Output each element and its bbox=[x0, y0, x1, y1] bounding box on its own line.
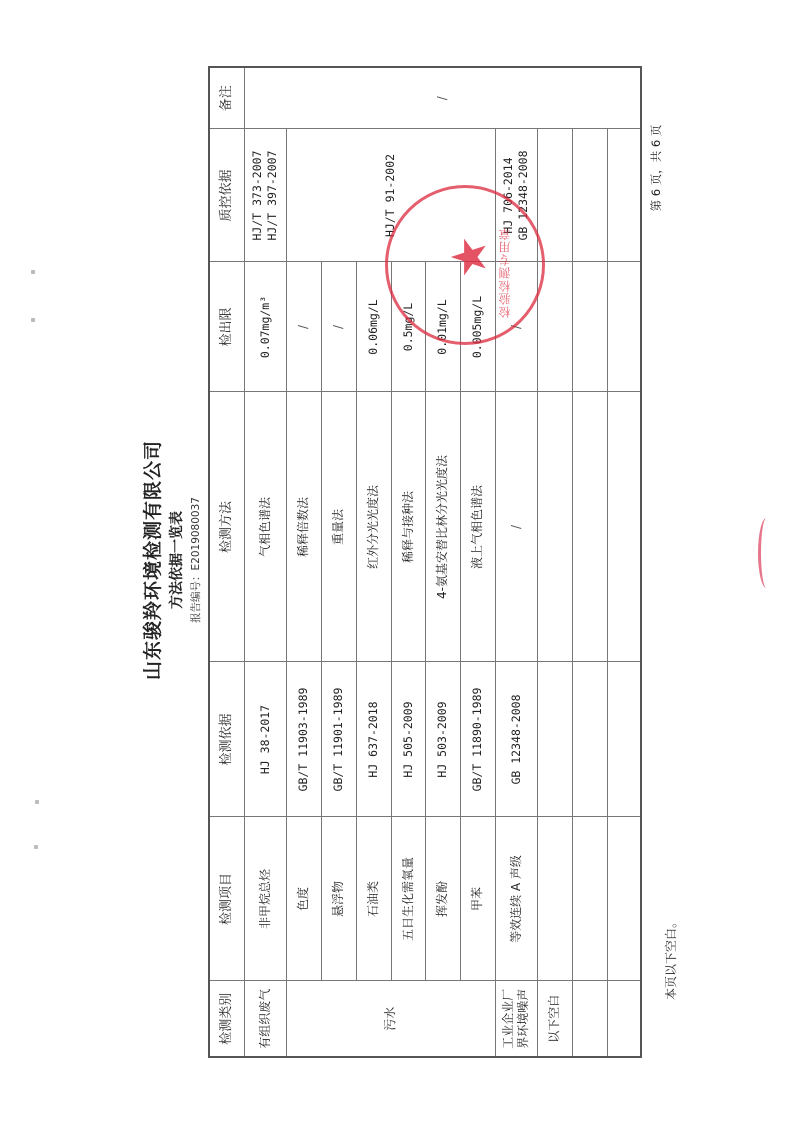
table-row bbox=[244, 67, 286, 1057]
cell-basis: GB/T 11901-1989 bbox=[321, 662, 356, 817]
table-row bbox=[607, 67, 641, 1057]
cell-limit: 0.01mg/L bbox=[425, 262, 460, 392]
table-row bbox=[286, 67, 321, 1057]
method-basis-table bbox=[208, 66, 642, 1058]
cell-limit: / bbox=[286, 262, 321, 392]
cell-qc bbox=[244, 129, 286, 262]
cell-empty bbox=[537, 262, 572, 392]
cell-limit: 0.07mg/m³ bbox=[244, 262, 286, 392]
header-item: 检测项目 bbox=[209, 817, 244, 981]
cell-method: 液上气相色谱法 bbox=[460, 392, 495, 662]
seam-stamp-edge bbox=[758, 518, 775, 588]
cell-item: 悬浮物 bbox=[321, 817, 356, 981]
cell-method: 重量法 bbox=[321, 392, 356, 662]
cell-basis: HJ 38-2017 bbox=[244, 662, 286, 817]
method-table-container bbox=[208, 68, 640, 1058]
cell-limit: / bbox=[321, 262, 356, 392]
cell-empty bbox=[607, 129, 641, 262]
cell-basis: GB/T 11890-1989 bbox=[460, 662, 495, 817]
cell-item: 色度 bbox=[286, 817, 321, 981]
qc-line: GB 12348-2008 bbox=[516, 150, 530, 241]
scan-speck bbox=[31, 270, 35, 274]
cell-empty bbox=[607, 981, 641, 1057]
report-number bbox=[188, 420, 204, 700]
scan-speck bbox=[35, 800, 39, 804]
qc-line: HJ 706-2014 bbox=[501, 157, 515, 234]
table-header-row bbox=[209, 67, 244, 1057]
cell-method: 4-氨基安替比林分光光度法 bbox=[425, 392, 460, 662]
company-name: 山东骏羚环境检测有限公司 bbox=[142, 440, 164, 681]
table-row bbox=[495, 67, 537, 1057]
cell-method: 红外分光光度法 bbox=[356, 392, 391, 662]
page-title: 方法依据一览表 bbox=[169, 511, 185, 609]
cell-empty bbox=[607, 662, 641, 817]
qc-line: HJ/T 373-2007 bbox=[250, 150, 264, 241]
cell-item: 等效连续 A 声级 bbox=[495, 817, 537, 981]
cell-limit: 0.005mg/L bbox=[460, 262, 495, 392]
cell-empty bbox=[572, 981, 607, 1057]
cell-limit: 0.06mg/L bbox=[356, 262, 391, 392]
cell-empty bbox=[607, 262, 641, 392]
cell-empty bbox=[572, 392, 607, 662]
cell-method: / bbox=[495, 392, 537, 662]
cell-item: 非甲烷总烃 bbox=[244, 817, 286, 981]
cell-category: 污水 bbox=[286, 981, 495, 1057]
cell-limit: / bbox=[495, 262, 537, 392]
cell-empty bbox=[537, 817, 572, 981]
star-icon: ★ bbox=[441, 235, 498, 279]
scan-speck bbox=[31, 318, 35, 322]
cell-basis: HJ 505-2009 bbox=[391, 662, 425, 817]
header-qc: 质控依据 bbox=[209, 129, 244, 262]
cell-basis: GB 12348-2008 bbox=[495, 662, 537, 817]
cell-qc bbox=[495, 129, 537, 262]
cell-empty bbox=[537, 129, 572, 262]
cell-method: 气相色谱法 bbox=[244, 392, 286, 662]
page-number: 第 6 页，共 6 页 bbox=[649, 124, 663, 212]
scan-speck bbox=[34, 845, 38, 849]
header-method: 检测方法 bbox=[209, 392, 244, 662]
table-row bbox=[537, 67, 572, 1057]
cell-empty bbox=[572, 262, 607, 392]
cell-item: 石油类 bbox=[356, 817, 391, 981]
cell-category: 工业企业厂界环境噪声 bbox=[495, 981, 537, 1057]
table-row bbox=[572, 67, 607, 1057]
cell-method: 稀释倍数法 bbox=[286, 392, 321, 662]
cell-item: 五日生化需氧量 bbox=[391, 817, 425, 981]
cell-basis: GB/T 11903-1989 bbox=[286, 662, 321, 817]
header-category: 检测类别 bbox=[209, 981, 244, 1057]
report-number-value: E2019080037 bbox=[190, 497, 202, 571]
cell-category: 有组织废气 bbox=[244, 981, 286, 1057]
report-number-label: 报告编号： bbox=[190, 570, 202, 623]
cell-empty bbox=[607, 392, 641, 662]
document-header bbox=[138, 420, 218, 700]
cell-item: 甲苯 bbox=[460, 817, 495, 981]
cell-empty bbox=[572, 129, 607, 262]
cell-basis: HJ 637-2018 bbox=[356, 662, 391, 817]
end-note: 本页以下空白。 bbox=[664, 915, 678, 1000]
cell-item: 挥发酚 bbox=[425, 817, 460, 981]
cell-basis: HJ 503-2009 bbox=[425, 662, 460, 817]
seal-inner-text: 检验检测专用章 bbox=[498, 227, 512, 318]
cell-remark: / bbox=[244, 67, 641, 129]
header-basis: 检测依据 bbox=[209, 662, 244, 817]
cell-empty bbox=[572, 662, 607, 817]
cell-empty bbox=[537, 392, 572, 662]
cell-empty bbox=[607, 817, 641, 981]
cell-empty bbox=[572, 817, 607, 981]
cell-limit: 0.5mg/L bbox=[391, 262, 425, 392]
cell-category: 以下空白 bbox=[537, 981, 572, 1057]
header-limit: 检出限 bbox=[209, 262, 244, 392]
cell-method: 稀释与接种法 bbox=[391, 392, 425, 662]
qc-line: HJ/T 397-2007 bbox=[265, 150, 279, 241]
cell-empty bbox=[537, 662, 572, 817]
cell-qc: HJ/T 91-2002 bbox=[286, 129, 495, 262]
header-remark: 备注 bbox=[209, 67, 244, 129]
